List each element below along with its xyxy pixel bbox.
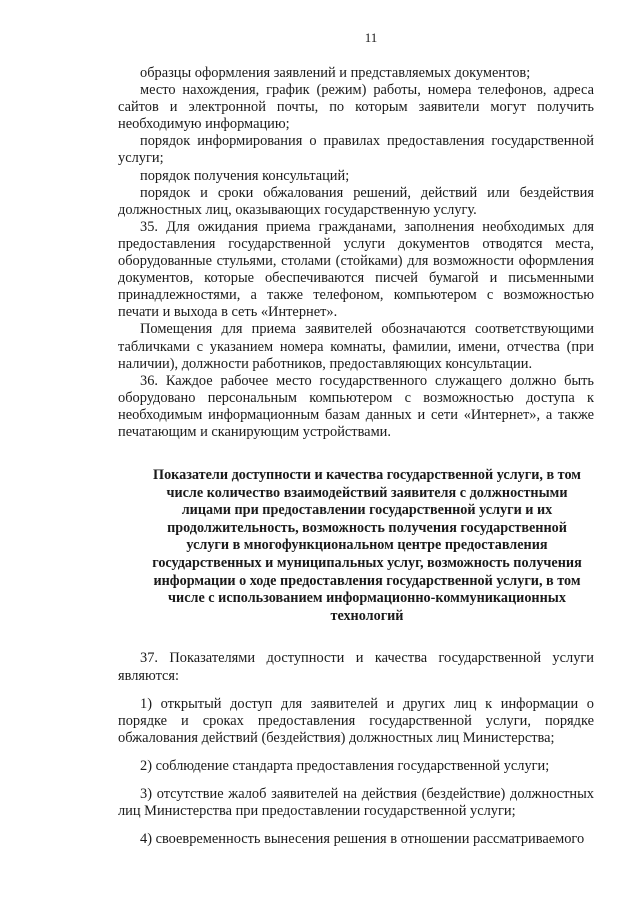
section-heading: Показатели доступности и качества государственной услуги, в том числе количество взаимодействий заявителя с должностными лицами при предоставлении государственной услуги и их продолжительность, возможность получения государственной услуги в многофункциональном центре предоставления государственных и муниципальных услуг, возможность получения информации о ходе предоставления государственной услуги, в том числе с использованием информационно-коммуникационных технологий (152, 467, 582, 624)
list-item-1: 1) открытый доступ для заявителей и других лиц к информации о порядке и сроках предоставления государственной услуги, порядке обжалования действий (бездействия) должностных лиц Министерства; (118, 695, 594, 746)
paragraph-37: 37. Показателями доступности и качества государственной услуги являются: (118, 650, 594, 684)
paragraph-appeal-procedure: порядок и сроки обжалования решений, действий или бездействия должностных лиц, оказывающих государственную услугу. (118, 184, 594, 218)
list-item-4: 4) своевременность вынесения решения в отношении рассматриваемого (140, 831, 585, 848)
paragraph-premises: Помещения для приема заявителей обозначаются соответствующими табличками с указанием номера комнаты, фамилии, имени, отчества (при наличии), должности работников, предоставляющих консультации. (118, 321, 594, 372)
page-number: 11 (364, 30, 378, 45)
paragraph-sample-forms: образцы оформления заявлений и представляемых документов; (140, 65, 531, 81)
list-item-3: 3) отсутствие жалоб заявителей на действия (бездействие) должностных лиц Министерства при предоставлении государственной услуги; (118, 785, 594, 820)
paragraph-36: 36. Каждое рабочее место государственного служащего должно быть оборудовано персональным компьютером с возможностью доступа к необходимым информационным базам данных и сети «Интернет», а также печатающим и сканирующим устройствами. (118, 372, 594, 440)
list-item-2: 2) соблюдение стандарта предоставления государственной услуги; (140, 757, 550, 774)
paragraph-location-schedule: место нахождения, график (режим) работы, номера телефонов, адреса сайтов и электронной почты, по которым заявители могут получить необходимую информацию; (118, 82, 594, 133)
paragraph-consultations: порядок получения консультаций; (140, 167, 350, 184)
paragraph-35: 35. Для ожидания приема гражданами, заполнения необходимых для предоставления государственной услуги документов отводятся места, оборудованные стульями, столами (стойками) для возможности оформления документов, которые обеспечиваются писчей бумагой и письменными принадлежностями, а также телефоном, компьютером с возможностью печати и выхода в сеть «Интернет». (118, 218, 594, 321)
paragraph-informing-rules: порядок информирования о правилах предоставления государственной услуги; (118, 133, 594, 167)
